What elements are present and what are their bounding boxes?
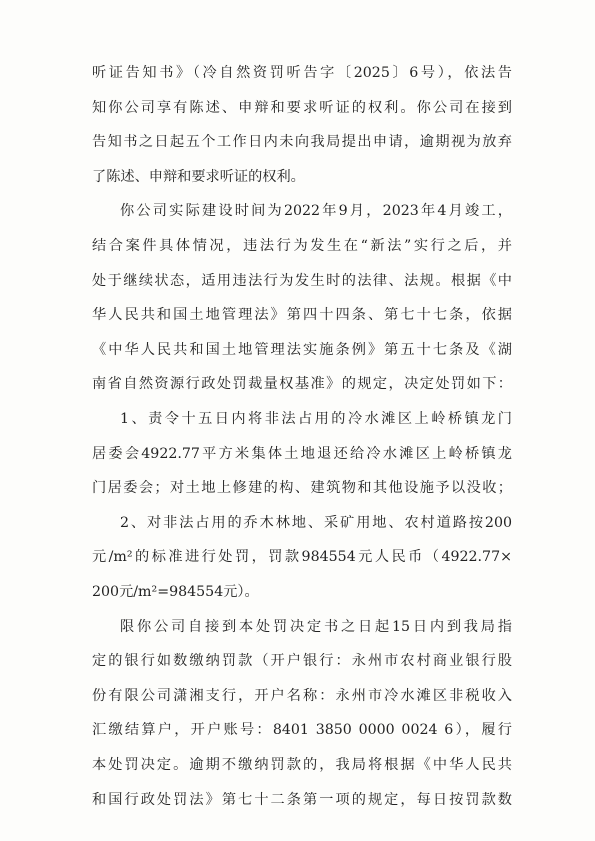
paragraph-line: 告知书之日起五个工作日内未向我局提出申请，逾期视为放弃 [92,134,512,151]
paragraph-line: 和国行政处罚法》第七十二条第一项的规定，每日按罚款数 [92,791,512,808]
paragraph-line: 本处罚决定。逾期不缴纳罚款的，我局将根据《中华人民共 [92,757,512,773]
paragraph-line: 居委会4922.77平方米集体土地退还给冷水滩区上岭桥镇龙 [92,445,512,462]
list-item: 1、责令十五日内将非法占用的冷水滩区上岭桥镇龙门 [120,411,512,427]
paragraph-line: 份有限公司潇湘支行，开户名称：永州市冷水滩区非税收入 [92,687,512,704]
paragraph-line: 汇缴结算户，开户账号：8401 3850 0000 0024 6），履行 [92,722,512,739]
paragraph-line: 听证告知书》（冷自然资罚听告字〔2025〕6号），依法告 [92,65,512,81]
paragraph-line: 《中华人民共和国土地管理法实施条例》第五十七条及《湖 [92,341,512,358]
paragraph-line: 门居委会；对土地上修建的构、建筑物和其他设施予以没收； [92,480,512,497]
paragraph-line: 你公司实际建设时间为2022年9月，2023年4月竣工， [120,203,512,220]
paragraph-line: 200元/m²=984554元）。 [92,584,259,600]
paragraph-line: 了陈述、申辩和要求听证的权利。 [92,168,305,185]
paragraph-line: 南省自然资源行政处罚裁量权基准》的规定，决定处罚如下： [92,376,512,393]
paragraph-line: 结合案件具体情况，违法行为发生在“新法”实行之后，并 [92,238,512,254]
paragraph-line: 处于继续状态，适用违法行为发生时的法律、法规。根据《中 [92,272,512,289]
paragraph-line: 定的银行如数缴纳罚款（开户银行：永州市农村商业银行股 [92,653,512,670]
paragraph-line: 限你公司自接到本处罚决定书之日起15日内到我局指 [120,618,512,635]
paragraph-line: 华人民共和国土地管理法》第四十四条、第七十七条，依据 [92,307,512,324]
list-item: 2、对非法占用的乔木林地、采矿用地、农村道路按200 [120,514,512,531]
paragraph-line: 元/m²的标准进行处罚，罚款984554元人民币（4922.77× [92,549,512,566]
paragraph-line: 知你公司享有陈述、申辩和要求听证的权利。你公司在接到 [92,99,512,116]
